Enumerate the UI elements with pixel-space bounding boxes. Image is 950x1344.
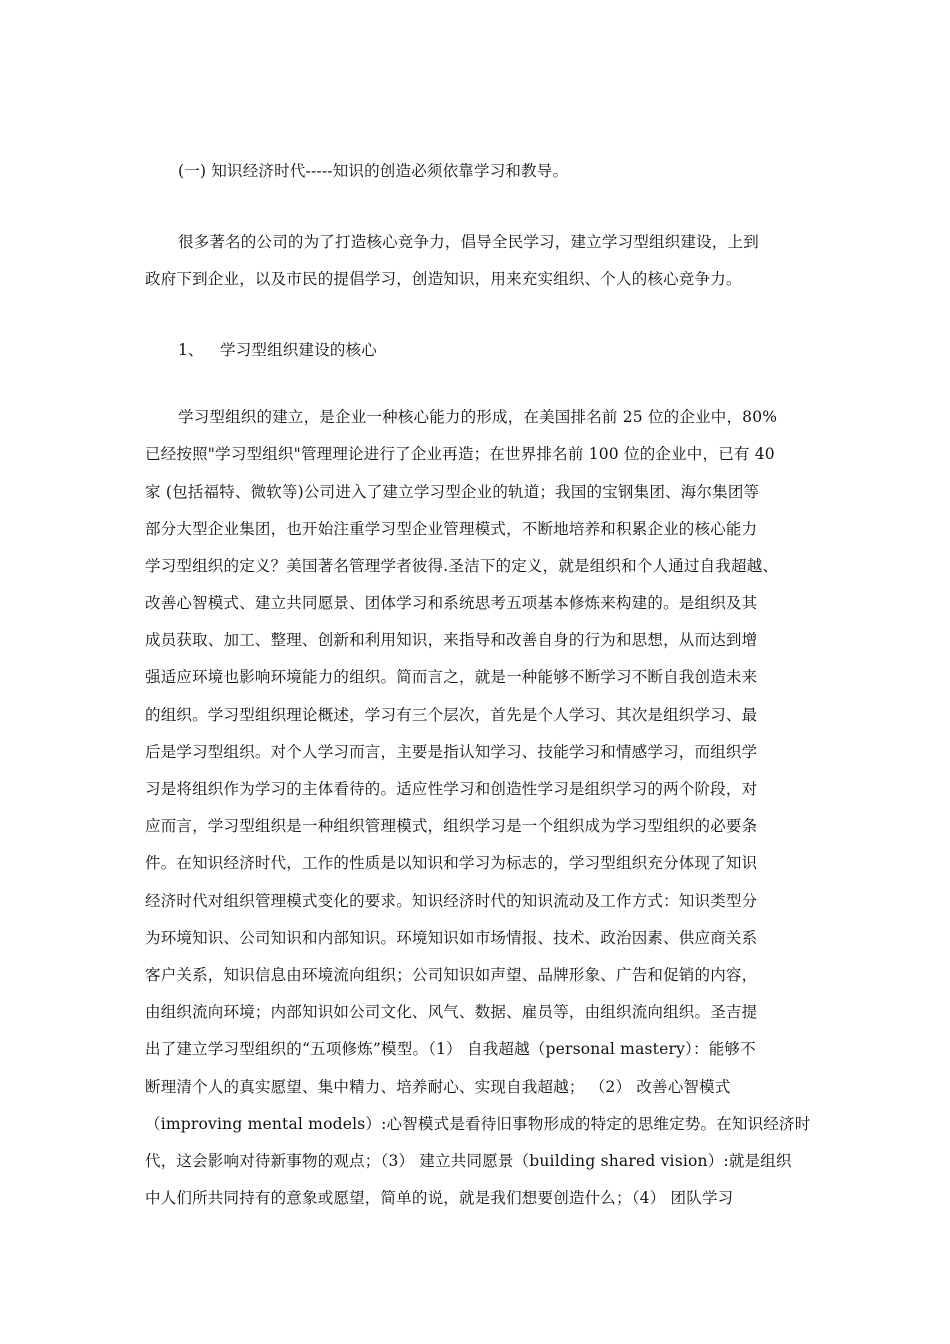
subsection-title: 学习型组织建设的核心 (220, 341, 378, 359)
intro-line: 很多著名的公司的为了打造核心竞争力，倡导全民学习，建立学习型组织建设，上到 (178, 233, 759, 251)
intro-line: 政府下到企业，以及市民的提倡学习，创造知识，用来充实组织、个人的核心竞争力。 (145, 270, 742, 288)
body-line: 学习型组织的定义？美国著名管理学者彼得.圣洁下的定义，就是组织和个人通过自我超越、 (145, 557, 779, 575)
body-line: 应而言，学习型组织是一种组织管理模式，组织学习是一个组织成为学习型组织的必要条 (145, 817, 758, 835)
body-line: 学习型组织的建立，是企业一种核心能力的形成，在美国排名前 25 位的企业中，80% (178, 408, 778, 426)
body-line: （improving mental models）:心智模式是看待旧事物形成的特定的思维定势。在知识经济时 (145, 1115, 811, 1133)
body-line: 已经按照"学习型组织"管理理论进行了企业再造；在世界排名前 100 位的企业中，已有 40 (145, 445, 775, 463)
body-line: 代，这会影响对待新事物的观点；（3） 建立共同愿景（building shared vision）:就是组织 (145, 1152, 792, 1170)
body-line: 家 (包括福特、微软等)公司进入了建立学习型企业的轨道；我国的宝钢集团、海尔集团等 (145, 483, 760, 501)
body-line: 部分大型企业集团，也开始注重学习型企业管理模式，不断地培养和积累企业的核心能力 (145, 520, 758, 538)
body-line: 出了建立学习型组织的“五项修炼”模型。（1） 自我超越（personal mastery）：能够不 (145, 1040, 756, 1058)
body-line: 改善心智模式、建立共同愿景、团体学习和系统思考五项基本修炼来构建的。是组织及其 (145, 594, 758, 612)
subsection-heading (178, 340, 858, 360)
body-line: 成员获取、加工、整理、创新和利用知识，来指导和改善自身的行为和思想，从而达到增 (145, 631, 758, 649)
body-line: 后是学习型组织。对个人学习而言，主要是指认知学习、技能学习和情感学习，而组织学 (145, 743, 758, 761)
body-line: 中人们所共同持有的意象或愿望，简单的说，就是我们想要创造什么；（4） 团队学习 (145, 1189, 734, 1207)
body-line: 为环境知识、公司知识和内部知识。环境知识如市场情报、技术、政治因素、供应商关系 (145, 929, 758, 947)
body-line: 经济时代对组织管理模式变化的要求。知识经济时代的知识流动及工作方式：知识类型分 (145, 892, 758, 910)
body-line: 的组织。学习型组织理论概述，学习有三个层次，首先是个人学习、其次是组织学习、最 (145, 706, 758, 724)
body-line: 客户关系，知识信息由环境流向组织；公司知识如声望、品牌形象、广告和促销的内容， (145, 966, 758, 984)
section-heading: (一) 知识经济时代-----知识的创造必须依靠学习和教导。 (178, 162, 569, 180)
body-line: 由组织流向环境；内部知识如公司文化、风气、数据、雇员等，由组织流向组织。圣吉提 (145, 1003, 758, 1021)
body-line: 件。在知识经济时代，工作的性质是以知识和学习为标志的，学习型组织充分体现了知识 (145, 854, 758, 872)
body-line: 强适应环境也影响环境能力的组织。简而言之，就是一种能够不断学习不断自我创造未来 (145, 668, 758, 686)
body-line: 习是将组织作为学习的主体看待的。适应性学习和创造性学习是组织学习的两个阶段，对 (145, 780, 758, 798)
body-line: 断理清个人的真实愿望、集中精力、培养耐心、实现自我超越； （2） 改善心智模式 (145, 1078, 731, 1096)
subsection-number: 1、 (178, 341, 204, 359)
